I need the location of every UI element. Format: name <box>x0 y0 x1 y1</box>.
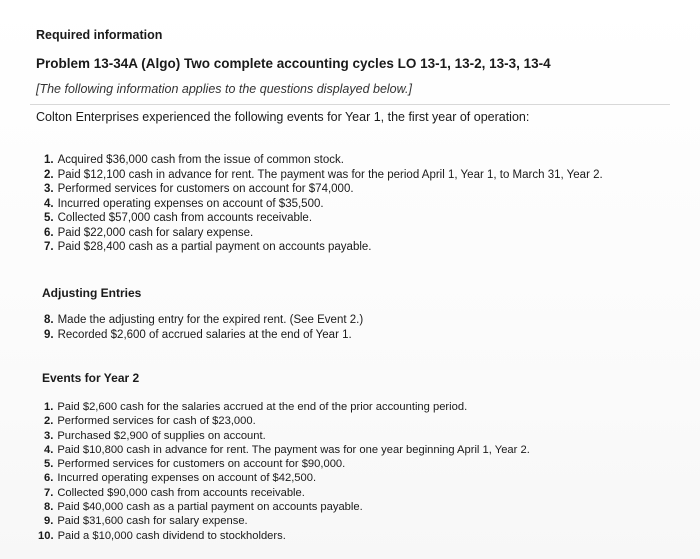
list-item <box>44 153 603 168</box>
item-text: Performed services for cash of $23,000. <box>57 415 256 428</box>
item-number: 6. <box>44 226 54 239</box>
list-item <box>44 414 530 428</box>
year2-events-list <box>38 400 530 543</box>
item-number: 10. <box>38 529 54 542</box>
item-number: 4. <box>44 443 54 456</box>
list-item <box>44 514 530 528</box>
item-number: 9. <box>44 328 54 341</box>
item-number: 4. <box>44 197 54 210</box>
item-number: 9. <box>44 515 54 528</box>
item-number: 5. <box>44 458 54 471</box>
item-number: 8. <box>44 314 54 326</box>
year1-events-list <box>44 153 603 255</box>
item-text: Made the adjusting entry for the expired rent. (See Event 2.) <box>57 314 364 326</box>
item-text: Collected $57,000 cash from accounts receivable. <box>57 212 313 224</box>
item-number: 2. <box>44 168 54 181</box>
list-item <box>44 328 363 343</box>
intro-text: Colton Enterprises experienced the following events for Year 1, the first year of operation: <box>36 110 530 124</box>
item-text: Paid a $10,000 cash dividend to stockholders. <box>57 529 286 542</box>
item-text: Performed services for customers on account for $90,000. <box>57 458 346 471</box>
item-number: 6. <box>44 472 54 485</box>
list-item <box>38 529 530 543</box>
item-number: 3. <box>44 183 54 195</box>
problem-title: Problem 13-34A (Algo) Two complete accounting cycles LO 13-1, 13-2, 13-3, 13-4 <box>36 56 551 71</box>
list-item <box>44 500 530 514</box>
item-text: Paid $12,100 cash in advance for rent. The payment was for the period April 1, Year 1, to March 31, Year 2. <box>57 168 603 181</box>
item-text: Incurred operating expenses on account of $35,500. <box>57 197 324 210</box>
list-item <box>44 471 530 485</box>
item-text: Paid $28,400 cash as a partial payment on accounts payable. <box>57 241 372 253</box>
list-item <box>44 486 530 500</box>
item-text: Incurred operating expenses on account of $42,500. <box>57 472 317 485</box>
item-number: 1. <box>44 401 54 413</box>
item-text: Collected $90,000 cash from accounts receivable. <box>57 486 305 499</box>
item-number: 1. <box>44 154 54 166</box>
divider <box>30 104 670 105</box>
item-number: 5. <box>44 212 54 224</box>
item-number: 3. <box>44 429 54 442</box>
list-item <box>44 197 603 212</box>
list-item <box>44 457 530 471</box>
list-item <box>44 182 603 197</box>
item-text: Paid $40,000 cash as a partial payment on accounts payable. <box>57 501 363 514</box>
adjusting-entries-heading: Adjusting Entries <box>42 286 142 300</box>
list-item <box>44 240 603 255</box>
year2-events-heading: Events for Year 2 <box>42 371 140 385</box>
item-text: Acquired $36,000 cash from the issue of common stock. <box>57 154 344 166</box>
item-text: Paid $22,000 cash for salary expense. <box>57 226 254 239</box>
list-item <box>44 429 530 443</box>
item-text: Paid $10,800 cash in advance for rent. The payment was for one year beginning April 1, Year 2. <box>57 443 530 456</box>
item-text: Recorded $2,600 of accrued salaries at the end of Year 1. <box>57 328 352 341</box>
list-item <box>44 168 603 183</box>
list-item <box>44 443 530 457</box>
item-number: 7. <box>44 486 54 499</box>
item-number: 8. <box>44 501 54 514</box>
list-item <box>44 211 603 226</box>
list-item <box>44 226 603 241</box>
adjusting-entries-list <box>44 313 363 342</box>
item-text: Purchased $2,900 of supplies on account. <box>57 429 266 442</box>
item-number: 2. <box>44 415 54 428</box>
info-note: [The following information applies to the questions displayed below.] <box>36 82 412 96</box>
list-item <box>44 400 530 414</box>
list-item <box>44 313 363 328</box>
item-number: 7. <box>44 241 54 253</box>
item-text: Performed services for customers on account for $74,000. <box>57 183 354 195</box>
item-text: Paid $2,600 cash for the salaries accrued at the end of the prior accounting period. <box>57 401 468 413</box>
required-information-title: Required information <box>36 28 163 42</box>
item-text: Paid $31,600 cash for salary expense. <box>57 515 248 528</box>
